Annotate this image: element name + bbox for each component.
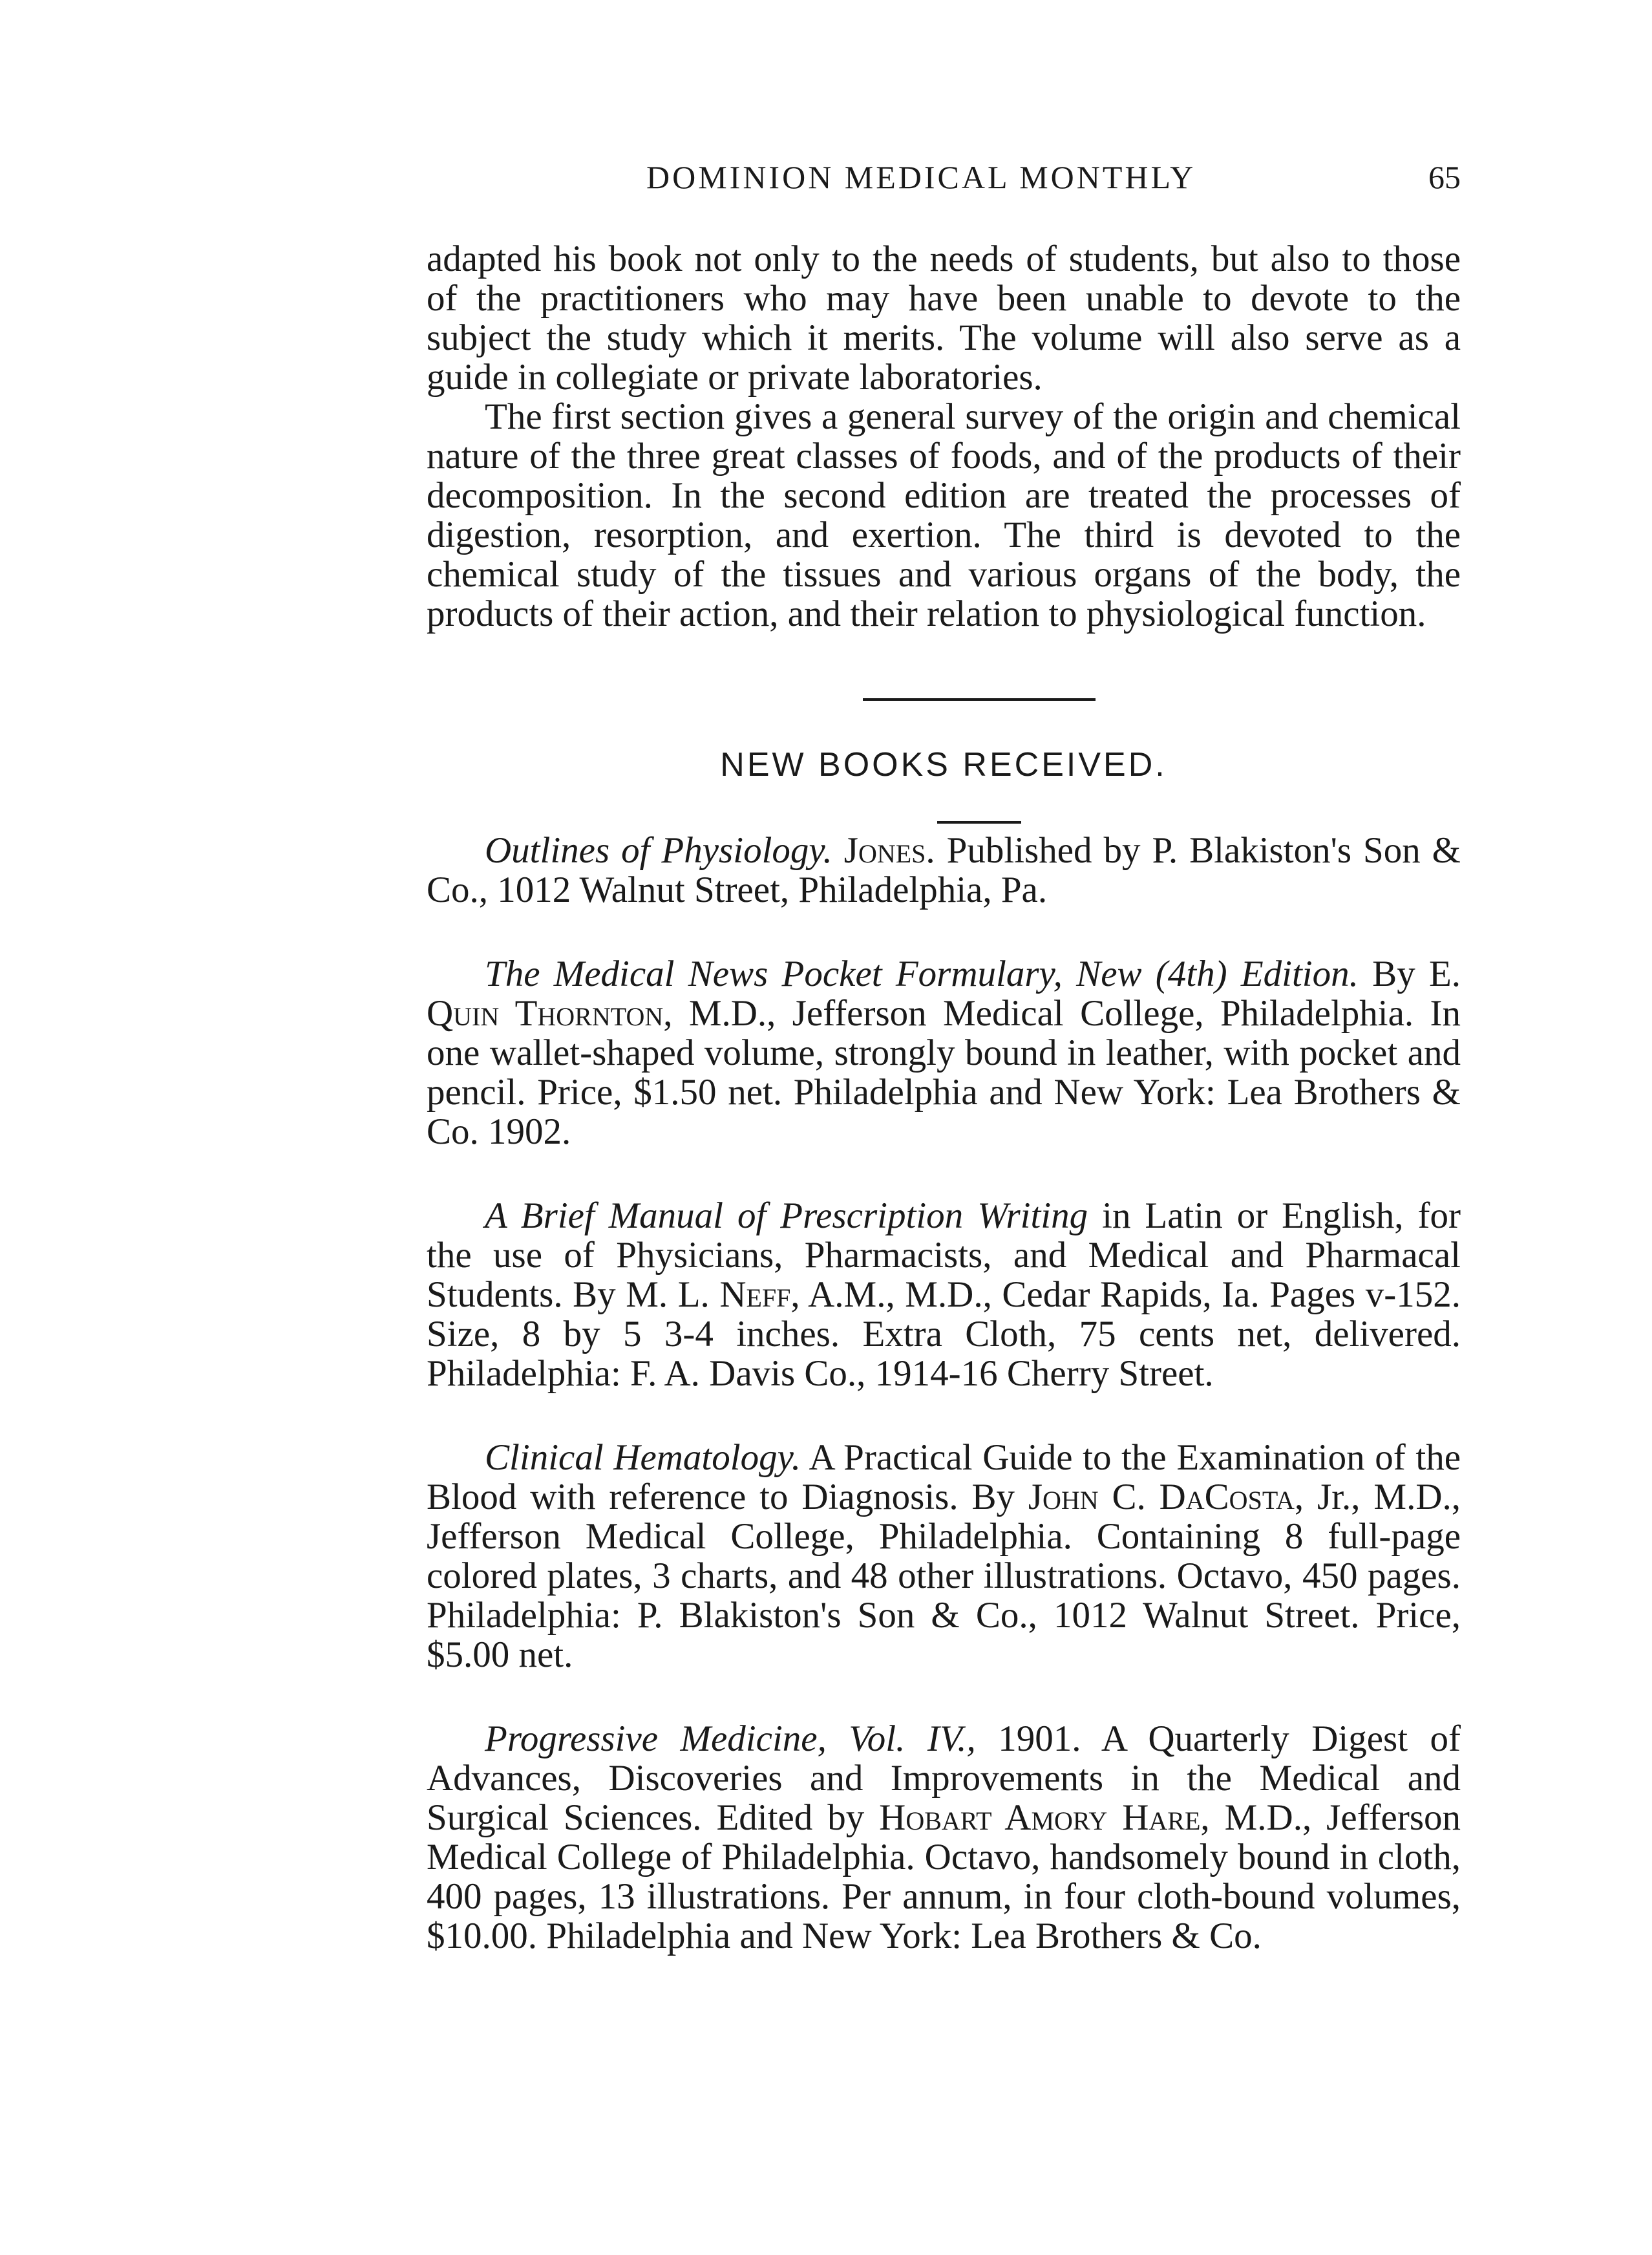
book-entry bbox=[427, 1196, 1461, 1393]
book-title: Outlines of Physiology. bbox=[485, 830, 832, 871]
book-list bbox=[427, 831, 1461, 1956]
book-details: Jr., M.D., Jefferson Medical College, Philadelphia. Containing 8 full-page colored plates, 3 charts, and 48 other illustrations. Octavo, 450 pages. Philadelphia: P. Blakiston's Son & Co., 1012 Walnut Street. Price, $5.00 net. bbox=[427, 1477, 1461, 1675]
book-pre: in Latin or English, for the use of Physicians, Pharmacists, and Medical and Pharmacal Students. By M. L. bbox=[427, 1195, 1461, 1315]
book-entry bbox=[427, 1719, 1461, 1956]
book-entry bbox=[427, 831, 1461, 910]
page-number: 65 bbox=[1428, 159, 1461, 195]
book-author: Quin Thornton, bbox=[427, 993, 673, 1034]
intro-paragraph-2: The first section gives a general survey of the origin and chemical nature of the three great classes of foods, and of the products of their decomposition. In the second edition are treated the processes of digestion, resorption, and exertion. The third is devoted to the chemical study of the tissues and various organs of the body, the products of their action, and their relation to physiological function. bbox=[427, 396, 1461, 634]
book-author: Hobart Amory Hare, bbox=[879, 1797, 1210, 1838]
intro-paragraph-1: adapted his book not only to the needs of students, but also to those of the practitioners who may have been unable to devote to the subject the study which it merits. The volume will also serve as a guide in collegiate or private laboratories. bbox=[427, 239, 1461, 398]
running-title: DOMINION MEDICAL MONTHLY bbox=[646, 159, 1196, 195]
book-entry bbox=[427, 1438, 1461, 1674]
book-details: M.D., Jefferson Medical College of Philadelphia. Octavo, handsomely bound in cloth, 400 pages, 13 illustrations. Per annum, in four cloth-bound volumes, $10.00. Philadelphia and New York: Lea Brothers & Co. bbox=[427, 1797, 1461, 1956]
running-header bbox=[427, 158, 1461, 204]
book-details: M.D., Jefferson Medical College, Philadelphia. In one wallet-shaped volume, strongly bound in leather, with pocket and pencil. Price, $1.50 net. Philadelphia and New York: Lea Brothers & Co. 1902. bbox=[427, 993, 1461, 1152]
book-author: Jones. bbox=[843, 830, 935, 871]
book-entry bbox=[427, 954, 1461, 1151]
book-details: Published by P. Blakiston's Son & Co., 1012 Walnut Street, Philadelphia, Pa. bbox=[427, 830, 1461, 910]
book-title: Progressive Medicine, Vol. IV., bbox=[485, 1718, 976, 1759]
book-pre: 1901. A Quarterly Digest of Advances, Discoveries and Improvements in the Medical and Surgical Sciences. Edited by bbox=[427, 1718, 1461, 1838]
book-pre: A Practical Guide to the Examination of the Blood with reference to Diagnosis. By bbox=[427, 1437, 1461, 1517]
section-divider bbox=[863, 698, 1096, 701]
book-author: Neff, bbox=[719, 1274, 800, 1315]
section-title: NEW BOOKS RECEIVED. bbox=[720, 746, 1167, 784]
book-title: A Brief Manual of Prescription Writing bbox=[485, 1195, 1088, 1236]
book-title: Clinical Hematology. bbox=[485, 1437, 801, 1478]
book-author: John C. DaCosta, bbox=[1028, 1477, 1304, 1517]
book-title: The Medical News Pocket Formulary, New (4th) Edition. bbox=[485, 954, 1359, 994]
intro-text bbox=[427, 239, 1461, 634]
title-underline bbox=[937, 821, 1021, 824]
book-details: A.M., M.D., Cedar Rapids, Ia. Pages v-152. Size, 8 by 5 3-4 inches. Extra Cloth, 75 cents net, delivered. Philadelphia: F. A. Davis Co., 1914-16 Cherry Street. bbox=[427, 1274, 1461, 1394]
book-by: By E. bbox=[1372, 954, 1461, 994]
